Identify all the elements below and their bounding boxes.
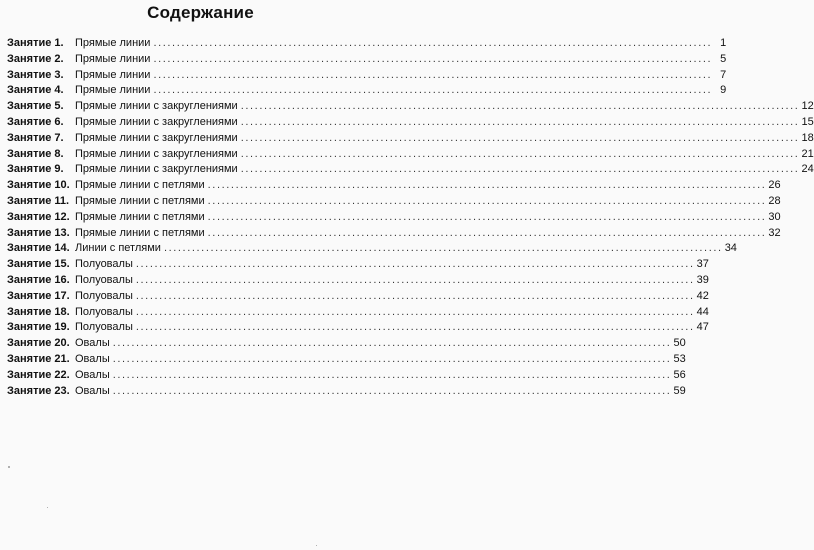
page-number: 18 [801,131,814,144]
page-number: 37 [696,258,709,271]
dot-leader: ........................................................................................................................ [135,305,695,318]
lesson-number: Занятие 4. [7,84,64,97]
page-number: 1 [720,37,727,49]
toc-entry [7,194,781,210]
page-number: 5 [720,52,727,65]
dot-leader: ........................................................................................................................ [112,337,672,350]
lesson-topic: Линии с петлями [75,242,161,255]
lesson-topic: Полуовалы [75,305,133,318]
toc-entry [7,257,709,273]
lesson-number: Занятие 7. [7,131,64,144]
toc-entry-body [75,289,709,305]
toc-entry [7,52,727,68]
scan-speck [8,466,10,468]
lesson-number: Занятие 23. [7,384,70,397]
lesson-topic: Овалы [75,384,110,397]
toc-entry-body [75,162,814,178]
lesson-topic: Прямые линии с закруглениями [75,147,238,160]
page-number: 59 [673,384,686,397]
toc-entry-body [75,83,727,99]
toc-entry-body [75,99,814,115]
page-number: 24 [801,163,814,176]
dot-leader: ........................................................................................................................ [135,273,695,286]
page-number: 21 [801,147,814,160]
dot-leader: ........................................................................................................................ [240,100,800,113]
dot-leader: ........................................................................................................................ [207,226,767,239]
toc-entry [7,147,814,163]
toc-entry [7,36,727,52]
page-number: 7 [720,68,727,81]
lesson-topic: Прямые линии [75,84,151,97]
toc-entry [7,178,781,194]
lesson-topic: Прямые линии [75,68,151,81]
page-number: 47 [696,321,709,334]
toc-entry [7,352,686,368]
dot-leader: ........................................................................................................................ [135,321,695,334]
lesson-topic: Полуовалы [75,321,133,334]
toc-entry [7,384,686,400]
toc-entry-body [75,273,709,289]
lesson-topic: Прямые линии с петлями [75,179,205,192]
lesson-topic: Овалы [75,352,110,365]
toc-entry [7,68,727,84]
toc-entry-body [75,131,814,147]
lesson-topic: Прямые линии с закруглениями [75,131,238,144]
lesson-topic: Прямые линии [75,52,151,65]
page-number: 56 [673,368,686,381]
toc-entry [7,273,709,289]
toc-entry-body [75,194,781,210]
toc-entry-body [75,147,814,163]
page-number: 30 [768,210,781,223]
lesson-number: Занятие 9. [7,163,64,176]
toc-entry [7,320,709,336]
page-number: 42 [696,289,709,302]
lesson-topic: Прямые линии с закруглениями [75,115,238,128]
lesson-number: Занятие 5. [7,100,64,113]
dot-leader: ........................................................................................................................ [112,368,672,381]
lesson-number: Занятие 17. [7,289,70,302]
toc-entry-body [75,257,709,273]
lesson-number: Занятие 2. [7,52,64,65]
lesson-number: Занятие 6. [7,115,64,128]
lesson-topic: Полуовалы [75,273,133,286]
dot-leader: ........................................................................................................................ [135,258,695,271]
lesson-number: Занятие 10. [7,179,70,192]
page-number: 9 [720,84,727,97]
toc-entry [7,131,814,147]
toc-entry-body [75,52,727,68]
dot-leader: ........................................................................................................................ [153,68,713,81]
dot-leader: ........................................................................................................................ [207,179,767,192]
lesson-topic: Прямые линии с петлями [75,194,205,207]
page-number: 26 [768,179,781,192]
toc-entry-body [75,352,686,368]
page-number: 50 [673,337,686,350]
page-number: 39 [696,273,709,286]
toc-entry-body [75,226,781,242]
lesson-number: Занятие 15. [7,258,70,271]
lesson-number: Занятие 16. [7,273,70,286]
toc-entry [7,368,686,384]
lesson-number: Занятие 3. [7,68,64,81]
page-number: 53 [673,352,686,365]
toc-entry [7,210,781,226]
lesson-number: Занятие 8. [7,147,64,160]
dot-leader: ........................................................................................................................ [240,131,800,144]
lesson-number: Занятие 11. [7,194,70,207]
scan-speck [47,507,48,508]
lesson-topic: Овалы [75,368,110,381]
toc-entry [7,289,709,305]
toc-entry-body [75,115,814,131]
lesson-number: Занятие 12. [7,210,70,223]
toc-entry [7,336,686,352]
lesson-number: Занятие 21. [7,352,70,365]
toc-entry [7,83,727,99]
page-number: 12 [801,100,814,113]
lesson-topic: Полуовалы [75,289,133,302]
toc-entry-body [75,384,686,400]
lesson-number: Занятие 1. [7,37,64,49]
dot-leader: ........................................................................................................................ [135,289,695,302]
lesson-number: Занятие 20. [7,337,70,350]
page-number: 28 [768,194,781,207]
scan-speck [316,545,317,546]
lesson-number: Занятие 19. [7,321,70,334]
lesson-number: Занятие 13. [7,226,70,239]
lesson-topic: Прямые линии [75,37,151,49]
toc-entry-body [75,368,686,384]
dot-leader: ........................................................................................................................ [153,84,713,97]
lesson-topic: Прямые линии с петлями [75,210,205,223]
lesson-number: Занятие 14. [7,242,70,255]
toc-entry-body [75,336,686,352]
page-title: Содержание [147,3,254,22]
toc-entry-body [75,178,781,194]
toc-entry-body [75,210,781,226]
dot-leader: ........................................................................................................................ [153,52,713,65]
dot-leader: ........................................................................................................................ [163,242,723,255]
lesson-topic: Полуовалы [75,258,133,271]
page-number: 44 [696,305,709,318]
dot-leader: ........................................................................................................................ [240,163,800,176]
toc-entry-body [75,68,727,84]
lesson-topic: Овалы [75,337,110,350]
dot-leader: ........................................................................................................................ [207,210,767,223]
dot-leader: ........................................................................................................................ [153,37,713,49]
lesson-topic: Прямые линии с петлями [75,226,205,239]
dot-leader: ........................................................................................................................ [207,194,767,207]
lesson-number: Занятие 22. [7,368,70,381]
dot-leader: ........................................................................................................................ [112,384,672,397]
lesson-number: Занятие 18. [7,305,70,318]
dot-leader: ........................................................................................................................ [240,147,800,160]
toc-entry [7,305,709,321]
toc-entry [7,162,814,178]
lesson-topic: Прямые линии с закруглениями [75,163,238,176]
lesson-topic: Прямые линии с закруглениями [75,100,238,113]
toc-entry [7,99,814,115]
toc-entry [7,241,737,257]
toc-entry-body [75,320,709,336]
table-of-contents [7,36,814,399]
toc-entry-body [75,305,709,321]
dot-leader: ........................................................................................................................ [112,352,672,365]
toc-entry [7,115,814,131]
page-number: 32 [768,226,781,239]
page-number: 34 [724,242,737,255]
toc-entry-body [75,241,737,257]
toc-entry-body [75,36,727,52]
toc-entry [7,226,781,242]
page-number: 15 [801,115,814,128]
dot-leader: ........................................................................................................................ [240,115,800,128]
